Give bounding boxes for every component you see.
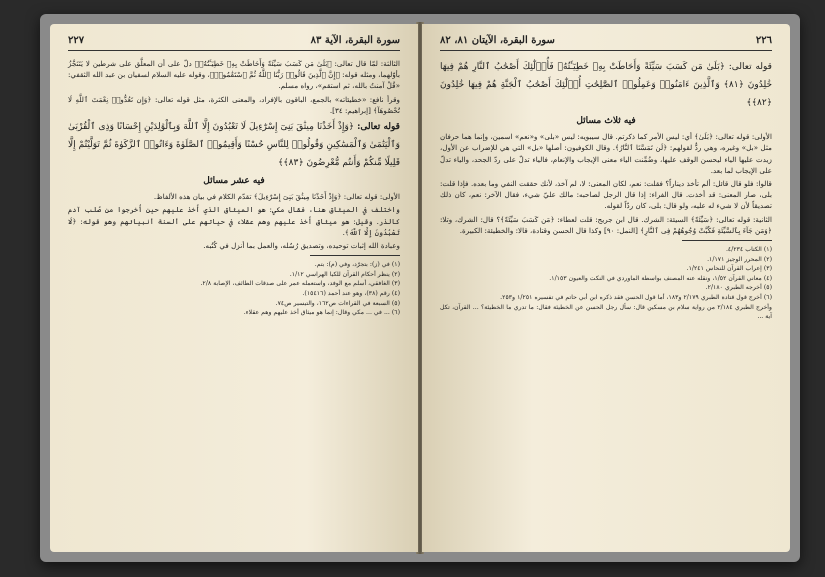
paragraph: الثالثة: لمّا قال تعالى: ﴿بَلَىٰ مَن كَسَبَ سَيِّئَةً وَأَحَاطَتْ بِهِۦ خَطِيٓـَٔتُهُۥ﴾ دلّ على أن المعلَّق على شرطين لا يَتَنَجَّزُ بأوّلهما، ومثله قوله: ﴿إِنَّ ٱلَّذِينَ قَالُوا۟ رَبُّنَا ٱللَّهُ ثُمَّ ٱسْتَقَٰمُوا۟﴾، وقوله عليه السلام لسفيان بن عبد الله الثقفي: «قُلْ آمنتُ بالله، ثم استقم»، رواه مسلم. (68, 59, 400, 91)
footnote: (٥) أخرجه الطبري ٢/١٨٠. (705, 284, 772, 292)
right-page-body (440, 58, 772, 322)
footnote: (٥) السبعة في القراءات ص١٦٢، والتيسير ص٧٤. (275, 299, 400, 307)
footnotes (440, 245, 772, 322)
right-page-header (440, 34, 772, 51)
footnote: (٣) الغافقي، أسلم مع الوفد، واستعمله عمر على صدقات الطائف، الإصابة ٢/٨. (200, 280, 400, 288)
paragraph: وقرأ نافع: «خطيئاته» بالجمع، الباقون بالإفراد، والمعنى الكثرة، مثل قوله تعالى: ﴿وَإِن تَعُدُّوا۟ نِعْمَتَ ٱللَّهِ لَا تُحْصُوهَآ﴾ [إبراهيم: ٣٤]. (68, 94, 400, 115)
verse-text: ﴿وَإِذْ أَخَذْنَا مِيثَٰقَ بَنِىٓ إِسْرَٰٓءِيلَ لَا تَعْبُدُونَ إِلَّا ٱللَّهَ وَبِٱلْوَٰلِدَيْنِ إِحْسَانًا وَذِى ٱلْقُرْبَىٰ وَٱلْيَتَٰمَىٰ وَٱلْمَسَٰكِينِ وَقُولُوا۟ لِلنَّاسِ حُسْنًا وَأَقِيمُوا۟ ٱلصَّلَوٰةَ وَءَاتُوا۟ ٱلزَّكَوٰةَ ثُمَّ تَوَلَّيْتُمْ إِلَّا قَلِيلًا مِّنكُمْ وَأَنتُم مُّعْرِضُونَ ﴿٨٣﴾﴾ (68, 122, 400, 169)
running-title: سورة البقرة، الآية ٨٣ (310, 35, 400, 46)
footnote: (٦) أخرج قول قتادة الطبري ٢/١٧٩ و١٨٣، أما قول الحسن فقد ذكره ابن أبي حاتم في تفسيره ١/٢٥١ و٢٥٣. (500, 294, 772, 301)
footnote: (١) في (ز): بتجرّد، وفي (م): بتم. (314, 261, 400, 269)
paragraph: الأولى: قوله تعالى: ﴿بَلَىٰ﴾ أي: ليس الأمر كما ذكرتم. قال سيبويه: ليس «بلى» و«نعم» اسمين، وإنما هما حرفان مثل «بل» وغيره، وهي ردٌّ لقولهم: ﴿لَن تَمَسَّنَا ٱلنَّارُ﴾. وقال الكوفيون: أصلها «بل» التي هي للإضراب عن الأول، زيدت عليها الياء ليحسن الوقف عليها، وضُمِّنت الياء معنى الإيجاب والإنعام، فالياء تدلّ على ردّ الجحد، والياء تدلّ على الإيجاب لما بعد. (440, 132, 772, 175)
footnotes (68, 260, 400, 318)
section-heading: فيه عشر مسائل (203, 176, 265, 187)
quran-verse-block (68, 118, 400, 172)
open-book (40, 14, 800, 562)
footnote: وأخرج الطبري ٢/١٨٤ من رواية سلام بن مسكين قال: سأل رجل الحسن عن الخطيئة فقال: ما تدري ما الخطيئة؟ ... القرآن، تكل آية ... (440, 303, 772, 321)
footnote: (٢) ينظر أحكام القرآن للكيا الهراسي ١/١٢. (289, 270, 400, 278)
left-page-header (68, 34, 400, 51)
footnote-separator (310, 255, 400, 256)
footnote: (٦) ... في ... مكي وقال: إنما هو ميثاق أخذ عليهم وهم عقلاء. (243, 309, 400, 317)
paragraph: وعبادة الله إثبات توحيده، وتصديق رُسُله، والعمل بما أنزل في كُتُبه. (203, 241, 400, 251)
left-page (50, 24, 418, 552)
footnote: (٢) المحرر الوجيز ١/١٧١. (707, 255, 772, 263)
paragraph: واختلف في الميثاق هنا، فقال مكي: هو الميثاق الذي أُخذ عليهم حين أُخرجوا من صُلب آدم كالذر. وقيل: هو ميثاق أُخذ عليهم وهم عقلاء في حياتهم على ألسنة أنبيائهم وهو قوله: ﴿لَا تَعْبُدُونَ إِلَّا ٱللَّهَ﴾. (68, 205, 400, 237)
paragraph: قالوا: فلو قال قائل: ألم تأخذ ديناراً؟ فقلت: نعم، لكان المعنى: لا، لم آخذ، لأنك حققت النفي وما بعده. فإذا قلت: بلى، صار المعنى: قد أخذت. قال الفراء: إذا قال الرجل لصاحبه: مالك عليّ شيء، فقال الآخر: نعم، كان ذلك تصديقاً لأن لا شيء له عليه، ولو قال: بلى، كان ردّاً لقوله. (440, 179, 772, 211)
right-page (422, 24, 790, 552)
footnote: (٤) رقم (٣٨)، وهو عند أحمد (١٥٤١٦). (302, 290, 400, 298)
footnote: (١) الكتاب ٤/٢٣٤. (725, 246, 772, 254)
paragraph: الأولى: قوله تعالى: ﴿وَإِذْ أَخَذْنَا مِيثَٰقَ بَنِىٓ إِسْرَٰٓءِيلَ﴾ تقدّم الكلام في بيان هذه الألفاظ. (153, 192, 400, 202)
footnote: (٤) معاني القرآن ١/٥٢، ونقله عنه المصنف بواسطة الماوردي في النكت والعيون ١/١٥٣. (549, 274, 772, 282)
verse-intro: قوله تعالى: (357, 122, 400, 133)
running-title: سورة البقرة، الآيتان ٨١، ٨٢ (440, 35, 555, 46)
footnote: (٣) إعراب القرآن للنحاس ١/٢٤١. (686, 265, 772, 273)
quran-verse-block: قوله تعالى: ﴿بَلَىٰ مَن كَسَبَ سَيِّئَةً وَأَحَاطَتْ بِهِۦ خَطِيٓـَٔتُهُۥ فَأُو۟لَٰٓئِكَ أَصْحَٰبُ ٱلنَّارِ هُمْ فِيهَا خَٰلِدُونَ ﴿٨١﴾ وَٱلَّذِينَ ءَامَنُوا۟ وَعَمِلُوا۟ ٱلصَّٰلِحَٰتِ أُو۟لَٰٓئِكَ أَصْحَٰبُ ٱلْجَنَّةِ هُمْ فِيهَا خَٰلِدُونَ ﴿٨٢﴾﴾ (440, 62, 773, 108)
section-heading: فيه ثلاث مسائل (576, 116, 636, 126)
page-number: ٢٢٦ (755, 35, 772, 46)
page-number: ٢٢٧ (68, 35, 85, 46)
footnote-separator (682, 240, 772, 241)
paragraph: الثانية: قوله تعالى: ﴿سَيِّئَةً﴾ السيئة: الشرك. قال ابن جريج: قلت لعطاء: ﴿مَن كَسَبَ سَيِّئَةً﴾؟ قال: الشرك، وتلا: ﴿وَمَن جَآءَ بِٱلسَّيِّئَةِ فَكُبَّتْ وُجُوهُهُمْ فِى ٱلنَّارِ﴾ [النمل: ٩٠] وكذا قال الحسن وقتادة، قالا: والخطيئة: الكبيرة. (440, 214, 772, 235)
left-page-body (68, 58, 400, 318)
